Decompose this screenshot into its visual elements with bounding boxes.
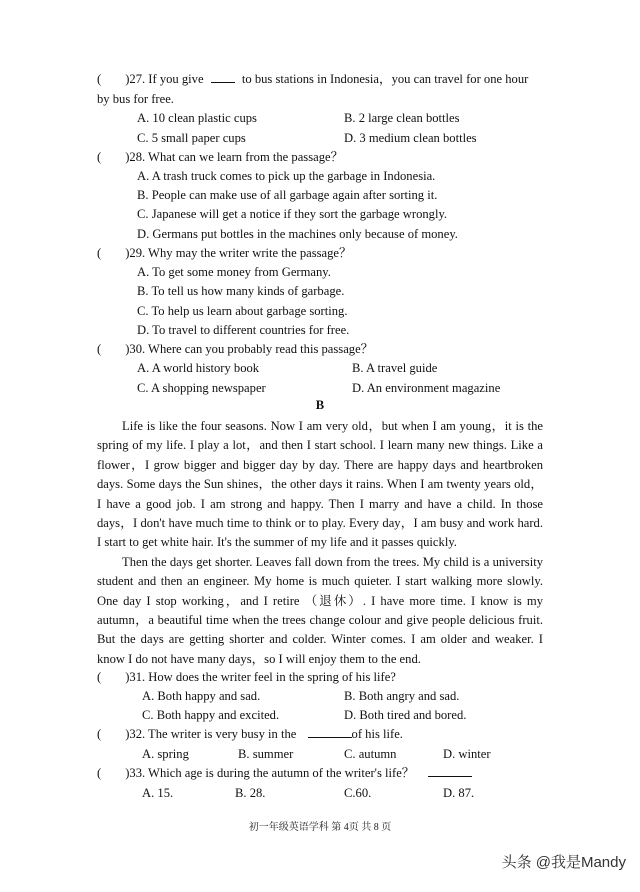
section-heading: B — [315, 398, 325, 412]
page-footer: 初一年级英语学科 第 4页 共 8 页 — [248, 822, 392, 833]
question-32-option-d: D. winter — [443, 747, 491, 761]
answer-paren: ( — [97, 766, 102, 780]
question-32-option-a: A. spring — [142, 747, 189, 761]
answer-paren: ( — [97, 727, 102, 741]
reading-passage — [97, 417, 543, 669]
question-27-option-b: B. 2 large clean bottles — [344, 111, 460, 125]
question-33-option-d: D. 87. — [443, 786, 475, 800]
passage-paragraph-2: Then the days get shorter. Leaves fall down from the trees. My child is a university student and then an engineer. My home is much quieter. I start walking more slowly. One day I stop working，and I retire （退休）. I have more time. I know is my autumn，a beautiful time when the trees change colour and give people delicious fruit. But the days are getting shorter and colder. Winter comes. I am older and weaker. I know I do not have many days，so I will enjoy them to the end. — [97, 554, 543, 666]
question-28-option-c: C. Japanese will get a notice if they sort the garbage wrongly. — [137, 207, 448, 221]
question-29-stem: )29. Why may the writer write the passage？ — [125, 246, 352, 260]
question-33-option-b: B. 28. — [235, 786, 266, 800]
question-27-option-a: A. 10 clean plastic cups — [137, 111, 257, 125]
question-32-stem-a: )32. The writer is very busy in the — [125, 727, 297, 741]
answer-paren: ( — [97, 246, 102, 260]
question-33 — [97, 765, 472, 781]
question-32-option-b: B. summer — [238, 747, 294, 761]
answer-paren: ( — [97, 342, 102, 356]
passage-paragraph-1: Life is like the four seasons. Now I am very old，but when I am young，it is the spring of my life. I play a lot，and then I start school. I learn many new things. Like a flower，I grow bigger and bigger day by day. There are happy days and heartbroken days. Some days the Sun shines，the other days it rains. When I am twenty years old，I have a good job. I am strong and happy. Then I marry and have a child. In those days，I don't have much time to think or to play. Every day，I am busy and work hard. I start to get white hair. It's the summer of my life and it passes quickly. — [97, 419, 543, 550]
question-30-option-c: C. A shopping newspaper — [137, 381, 266, 395]
question-27-option-d: D. 3 medium clean bottles — [344, 131, 477, 145]
question-29-option-c: C. To help us learn about garbage sorting. — [137, 304, 348, 318]
answer-paren: ( — [97, 72, 102, 86]
question-31-option-b: B. Both angry and sad. — [344, 689, 460, 703]
question-31-option-d: D. Both tired and bored. — [344, 708, 467, 722]
question-30 — [97, 341, 373, 357]
question-30-option-b: B. A travel guide — [352, 361, 438, 375]
answer-blank — [308, 726, 352, 738]
question-28-option-b: B. People can make use of all garbage again after sorting it. — [137, 188, 438, 202]
question-30-stem: )30. Where can you probably read this passage？ — [125, 342, 374, 356]
answer-blank — [211, 71, 235, 83]
question-27-stem-c: by bus for free. — [97, 92, 174, 106]
question-29-option-b: B. To tell us how many kinds of garbage. — [137, 284, 345, 298]
watermark: 头条 @我是Mandy — [501, 854, 626, 871]
question-30-option-d: D. An environment magazine — [352, 381, 501, 395]
question-32-stem-b: of his life. — [351, 727, 403, 741]
question-31-option-a: A. Both happy and sad. — [142, 689, 261, 703]
question-28 — [97, 149, 343, 165]
question-29-option-d: D. To travel to different countries for free. — [137, 323, 350, 337]
question-33-option-a: A. 15. — [142, 786, 174, 800]
answer-paren: ( — [97, 670, 102, 684]
question-32-option-c: C. autumn — [344, 747, 397, 761]
question-27-stem-b: to bus stations in Indonesia，you can travel for one hour — [241, 72, 529, 86]
answer-paren-close: ) — [125, 72, 130, 86]
answer-blank — [428, 765, 472, 777]
question-27-stem-a: 27. If you give — [129, 72, 204, 86]
answer-paren: ( — [97, 150, 102, 164]
question-28-stem: )28. What can we learn from the passage？ — [125, 150, 344, 164]
question-28-option-a: A. A trash truck comes to pick up the garbage in Indonesia. — [137, 169, 436, 183]
question-27 — [97, 71, 528, 87]
question-29-option-a: A. To get some money from Germany. — [137, 265, 331, 279]
question-31 — [97, 669, 396, 685]
question-31-option-c: C. Both happy and excited. — [142, 708, 280, 722]
question-33-option-c: C.60. — [344, 786, 372, 800]
question-31-stem: )31. How does the writer feel in the spring of his life? — [125, 670, 396, 684]
question-27-option-c: C. 5 small paper cups — [137, 131, 246, 145]
question-32 — [97, 726, 403, 742]
question-29 — [97, 245, 352, 261]
question-30-option-a: A. A world history book — [137, 361, 260, 375]
question-33-stem: )33. Which age is during the autumn of the writer's life？ — [125, 766, 415, 780]
question-28-option-d: D. Germans put bottles in the machines only because of money. — [137, 227, 458, 241]
